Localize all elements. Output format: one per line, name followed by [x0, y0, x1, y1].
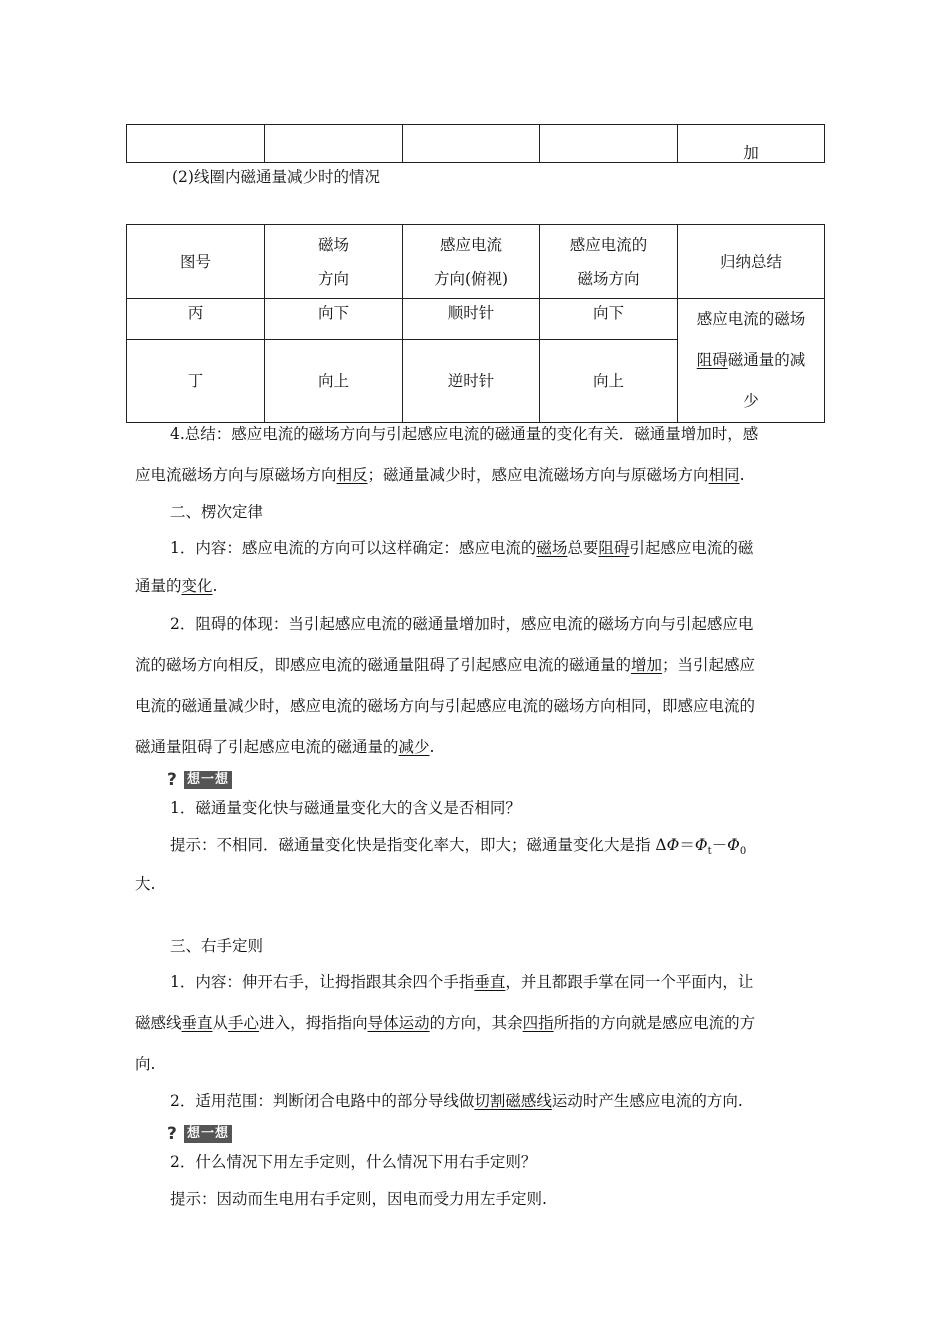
table-1-last-cell: [678, 125, 825, 163]
right-hand-p2: 2．适用范围：判断闭合电路中的部分导线做切割磁感线运动时产生感应电流的方向.: [170, 1092, 743, 1110]
right-hand-p1-line-2: 磁感线垂直从手心进入，拇指指向导体运动的方向，其余四指所指的方向就是感应电流的方: [135, 1014, 756, 1032]
lenz-p1-line-1: 1．内容：感应电流的方向可以这样确定：感应电流的磁场总要阻碍引起感应电流的磁: [170, 539, 754, 557]
think2-question: 2．什么情况下用左手定则，什么情况下用右手定则？: [170, 1153, 537, 1171]
table-2-header: [127, 225, 825, 299]
header-induced-field: 感应电流的 磁场方向: [540, 225, 678, 299]
right-hand-p1-line-3: 向.: [135, 1055, 156, 1073]
cell-induced-field: 向下: [540, 299, 678, 340]
think-badge-label: 想一想: [184, 771, 232, 789]
table-1-cell: [403, 125, 540, 163]
think-badge-1: [167, 770, 232, 790]
header-summary: 归纳总结: [678, 225, 825, 299]
table-1-cell: [127, 125, 265, 163]
table-1: [126, 124, 825, 163]
table-1-last-cell-text: 加: [743, 144, 759, 162]
think-badge-label: 想一想: [184, 1125, 232, 1143]
right-hand-heading: 三、右手定则: [170, 937, 264, 955]
header-current: 感应电流 方向(俯视): [403, 225, 540, 299]
think1-hint: 提示：不相同．磁通量变化快是指变化率大，即大；磁通量变化大是指 $\Delta\Phi=\Phi_t-\Phi_0$: [170, 836, 747, 858]
think1-question: 1．磁通量变化快与磁通量变化大的含义是否相同？: [170, 799, 521, 817]
cell-field: 向下: [265, 299, 403, 340]
header-figure: 图号: [127, 225, 265, 299]
think-badge-2: [167, 1124, 232, 1144]
question-mark-icon: ?: [167, 770, 177, 790]
think2-hint: 提示：因动而生电用右手定则，因电而受力用左手定则.: [170, 1190, 547, 1208]
summary-line-2: 应电流磁场方向与原磁场方向相反；磁通量减少时，感应电流磁场方向与原磁场方向相同.: [135, 466, 745, 484]
summary-line-1: 4.总结：感应电流的磁场方向与引起感应电流的磁通量的变化有关．磁通量增加时，感: [170, 425, 759, 443]
lenz-p2-line-2: 流的磁场方向相反，即感应电流的磁通量阻碍了引起感应电流的磁通量的增加；当引起感应: [135, 656, 756, 674]
think1-hint-end: 大.: [135, 875, 156, 893]
lenz-p2-line-4: 磁通量阻碍了引起感应电流的磁通量的减少.: [135, 738, 435, 756]
cell-induced-field: 向上: [540, 339, 678, 422]
cell-field: 向上: [265, 339, 403, 422]
table-row: [127, 299, 825, 340]
header-field: 磁场 方向: [265, 225, 403, 299]
cell-figure: 丁: [127, 339, 265, 422]
right-hand-p1-line-1: 1．内容：伸开右手，让拇指跟其余四个手指垂直，并且都跟手掌在同一个平面内，让: [170, 973, 754, 991]
lenz-p2-line-3: 电流的磁通量减少时，感应电流的磁场方向与引起感应电流的磁场方向相同，即感应电流的: [135, 697, 756, 715]
lenz-heading: 二、楞次定律: [170, 503, 264, 521]
cell-figure: 丙: [127, 299, 265, 340]
table-2: [126, 224, 825, 423]
lenz-p2-line-1: 2．阻碍的体现：当引起感应电流的磁通量增加时，感应电流的磁场方向与引起感应电: [170, 615, 754, 633]
section-caption: (2)线圈内磁通量减少时的情况: [172, 168, 380, 186]
table-1-cell: [540, 125, 678, 163]
question-mark-icon: ?: [167, 1124, 177, 1144]
lenz-p1-line-2: 通量的变化.: [135, 577, 218, 595]
cell-current: 逆时针: [403, 339, 540, 422]
cell-current: 顺时针: [403, 299, 540, 340]
cell-summary: 感应电流的磁场 阻碍磁通量的减 少: [678, 299, 825, 423]
table-1-cell: [265, 125, 403, 163]
